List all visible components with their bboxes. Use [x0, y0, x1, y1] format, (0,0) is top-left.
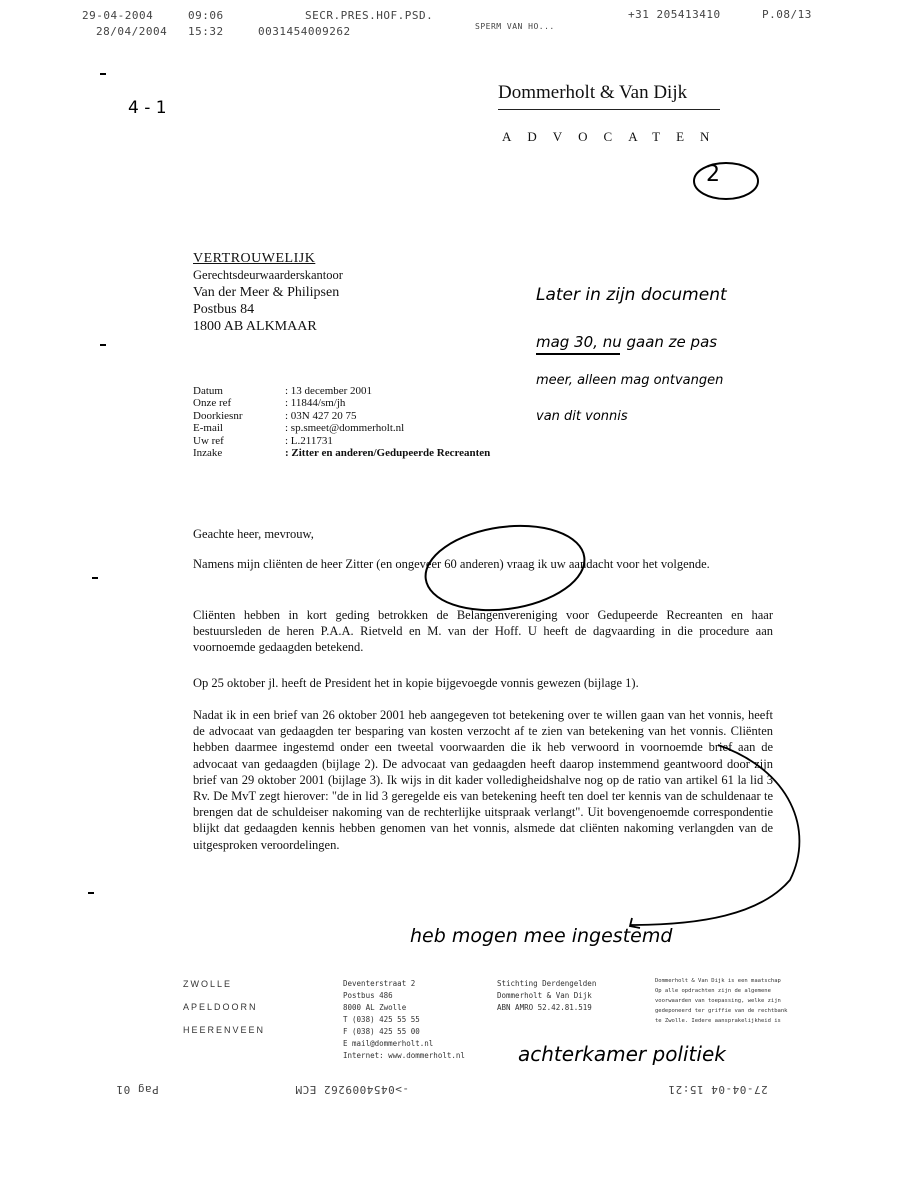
fax-time: 09:06 [188, 9, 224, 22]
footer-contact-2: Postbus 486 [343, 991, 393, 1000]
fax-time-2: 15:32 [188, 25, 224, 38]
number-circle [694, 163, 758, 199]
meta-value-phone: : 03N 427 20 75 [285, 409, 357, 422]
handwriting-top-3: meer, alleen mag ontvangen [536, 373, 724, 388]
meta-value-date: : 13 december 2001 [285, 385, 373, 397]
footer-disclaimer-5: te Zwolle. Iedere aansprakelijkheid is [655, 1018, 781, 1024]
footer-bank-3: ABN AMRO 52.42.81.519 [497, 1003, 592, 1012]
fax-sender: SECR.PRES.HOF.PSD. [305, 9, 434, 22]
fax-footer-right: 27-04-04 15:21 [668, 1083, 768, 1096]
fax-footer-left: Pag 01 [116, 1083, 159, 1096]
fax-footer-middle: ->0454009262 ECM [295, 1083, 409, 1096]
fax-page: P.08/13 [762, 8, 812, 21]
fax-date: 29-04-2004 [82, 9, 154, 22]
meta-label-ref: Onze ref [193, 397, 232, 410]
meta-label-your-ref: Uw ref [193, 434, 224, 447]
arrow-head [630, 918, 640, 928]
fax-date-2: 28/04/2004 [96, 25, 168, 38]
margin-note: 4 - 1 [128, 98, 167, 118]
footer-disclaimer-3: voorwaarden van toepassing, welke zijn [655, 998, 781, 1004]
footer-contact-7: Internet: www.dommerholt.nl [343, 1051, 465, 1060]
fax-extra: SPERM VAN HO... [475, 22, 555, 31]
handwriting-footer: achterkamer politiek [518, 1042, 726, 1066]
footer-contact-5: F (038) 425 55 00 [343, 1027, 420, 1036]
footer-bank-2: Dommerholt & Van Dijk [497, 991, 592, 1000]
address-line-4: Postbus 84 [193, 302, 255, 317]
footer-city-2: APELDOORN [183, 1002, 258, 1012]
footer-disclaimer-4: gedeponeerd ter griffie van de rechtbank [655, 1008, 788, 1014]
footer-contact-6: E mail@dommerholt.nl [343, 1039, 434, 1048]
annotation-arrow [630, 745, 799, 925]
salutation: Geachte heer, mevrouw, [193, 527, 314, 541]
footer-contact-3: 8000 AL Zwolle [343, 1003, 407, 1012]
firm-name: Dommerholt & Van Dijk [498, 82, 688, 103]
footer-city-1: ZWOLLE [183, 979, 233, 989]
footer-contact-4: T (038) 425 55 55 [343, 1015, 420, 1024]
meta-label-subject: Inzake [193, 447, 223, 460]
meta-label-email: E-mail [193, 422, 223, 435]
address-line-2: Gerechtsdeurwaarderskantoor [193, 268, 343, 282]
paragraph-3: Op 25 oktober jl. heeft de President het in kopie bijgevoegde vonnis gewezen (bijlage 1). [193, 676, 639, 690]
firm-subtitle: ADVOCATEN [502, 129, 726, 144]
fax-phone: +31 205413410 [628, 8, 721, 21]
footer-city-3: HEERENVEEN [183, 1025, 266, 1035]
paragraph-1: Namens mijn cliënten de heer Zitter (en ongeveer 60 anderen) vraag ik uw aandacht voor het volgende. [193, 557, 710, 571]
circled-number: 2 [706, 162, 720, 187]
footer-bank-1: Stichting Derdengelden [497, 979, 597, 988]
text-circle [420, 516, 590, 619]
handwriting-top-2: mag 30, nu gaan ze pas [536, 333, 718, 351]
meta-value-your-ref: : L.211731 [285, 434, 333, 447]
footer-disclaimer-1: Dommerholt & Van Dijk is een maatschap [655, 978, 781, 984]
meta-value-email: : sp.smeet@dommerholt.nl [285, 422, 405, 435]
address-line-5: 1800 AB ALKMAAR [193, 319, 317, 334]
paragraph-4: Nadat ik in een brief van 26 oktober 2001 heb aangegeven tot betekening over te willen gaan van het vonnis, heeft de advocaat van gedaagden ter besparing van kosten verzocht af te zien van betekening van het vonnis. Cliënten hebben daarmee ingestemd onder een tweetal voorwaarden die ik heb verwoord in voornoemde brief aan de advocaat van gedaagden (bijlage 2). De advocaat van gedaagden heeft daarop instemmend geantwoord door zijn brief van 29 oktober 2001 (bijlage 3). Ik wijs in dit kader volledigheidshalve nog op de ratio van artikel 61 la lid 3 Rv. De MvT zegt hierover: "de in lid 3 geregelde eis van betekening heeft ten doel ter kennis van de schuldenaar te brengen dat de schuldeiser nakoming van de rechterlijke uitspraak verlangt". Uit bovengenoemde correspondentie blijkt dat gedaagden kennis hebben genomen van het vonnis, alsmede dat cliënten nakoming verlangden van de uitgesproken veroordelingen. [193, 708, 773, 852]
meta-value-ref: : 11844/sm/jh [285, 397, 346, 410]
meta-label-date: Datum [193, 385, 223, 397]
address-line-3: Van der Meer & Philipsen [193, 285, 340, 300]
meta-value-subject: : Zitter en anderen/Gedupeerde Recreanten [285, 447, 491, 460]
handwriting-bottom: heb mogen mee ingestemd [410, 925, 673, 947]
address-confidential: VERTROUWELIJK [193, 251, 316, 266]
paragraph-2: Cliënten hebben in kort geding betrokken de Belangenvereniging voor Gedupeerde Recreanten en haar bestuursleden de heren P.A.A. Rietveld en M. van der Hoff. U heeft de dagvaarding in die procedure aan voornoemde gedaagden betekend. [193, 608, 773, 655]
footer-disclaimer-2: Op alle opdrachten zijn de algemene [655, 988, 771, 994]
handwriting-top-1: Later in zijn document [536, 285, 727, 305]
meta-label-phone: Doorkiesnr [193, 409, 243, 422]
handwriting-top-4: van dit vonnis [536, 409, 628, 424]
footer-contact-1: Deventerstraat 2 [343, 979, 416, 988]
fax-number: 0031454009262 [258, 25, 351, 38]
